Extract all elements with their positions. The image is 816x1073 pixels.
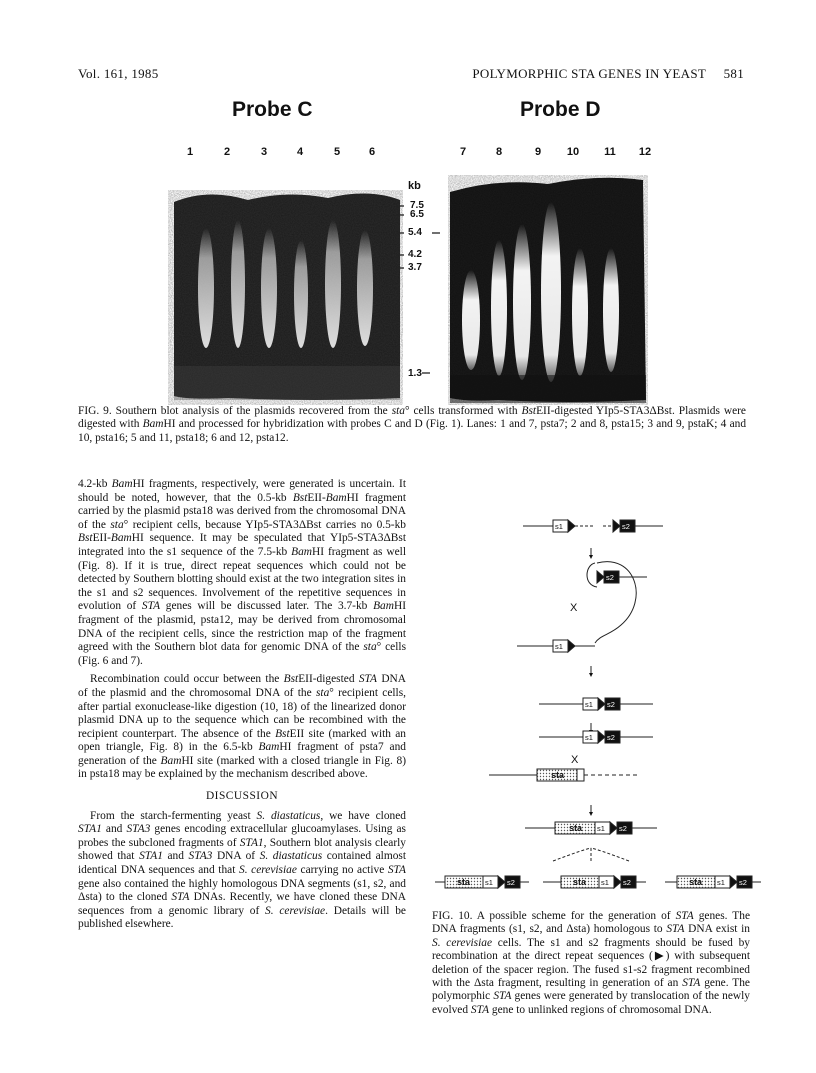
label-s1-row2: s1 — [555, 642, 563, 651]
row2-loop-recombination — [517, 562, 647, 652]
row6-polymorphic-sta-genes — [435, 876, 761, 888]
row3-fused-s1-s2 — [539, 698, 653, 710]
kb-marker-label: 3.7 — [408, 262, 422, 273]
label-s1-copy3: s1 — [717, 878, 725, 887]
paragraph-2: Recombination could occur between the BstEII-digested STA DNA of the plasmid and the chromosomal DNA of the sta° recipient cells, after partial exonuclease-like digestion (10, 18) of the linearized donor plasmid DNA up to the sequence which can be recombined with the recipient counterpart. The absence of the BstEII site (marked with an open triangle, Fig. 8) in the 6.5-kb BamHI fragment of psta7 and generation of the BamHI site (marked with a closed triangle in Fig. 8) in psta18 may be explained by the mechanism described above. — [78, 673, 406, 781]
label-sta-row4: sta — [551, 770, 565, 780]
kb-unit: kb — [408, 180, 421, 192]
kb-marker-label: 6.5 — [410, 209, 424, 220]
label-s2-copy2: s2 — [623, 878, 631, 887]
running-header-title: POLYMORPHIC STA GENES IN YEAST 581 — [472, 66, 744, 81]
row1-separate-fragments — [523, 520, 663, 532]
label-s2-copy1: s2 — [507, 878, 515, 887]
lane-number: 1 — [186, 146, 194, 158]
row5-sta-gene — [525, 822, 657, 834]
translocation-arrows — [553, 848, 629, 863]
probe-c-label: Probe C — [232, 98, 313, 121]
label-s1-row1: s1 — [555, 522, 563, 531]
figure9-caption: FIG. 9. Southern blot analysis of the plasmids recovered from the sta° cells transformed with BstEII-digested YIp5-STA3ΔBst. Plasmids were digested with BamHI and processed for hybridization with probes C and D (Fig. 1). Lanes: 1 and 7, psta7; 2 and 8, psta15; 3 and 9, pstaK; 4 and 10, psta16; 5 and 11, psta18; 6 and 12, psta12. — [78, 405, 747, 444]
label-s1-row5: s1 — [597, 824, 605, 833]
label-s2-row1: s2 — [622, 522, 630, 531]
blot-probe-c — [168, 190, 403, 405]
southern-blot-image — [168, 170, 808, 405]
label-s2-row2: s2 — [606, 573, 614, 582]
label-s1-row4: s1 — [585, 733, 593, 742]
lane-number: 3 — [260, 146, 268, 158]
kb-marker-label: 5.4 — [408, 227, 422, 238]
lane-number: 5 — [333, 146, 341, 158]
lane-number: 9 — [534, 146, 542, 158]
lane-number: 2 — [223, 146, 231, 158]
label-s2-copy3: s2 — [739, 878, 747, 887]
figure10-caption: FIG. 10. A possible scheme for the generation of STA genes. The DNA fragments (s1, s2, and Δsta) homologous to STA DNA exist in S. cerevisiae cells. The s1 and s2 fragments should be fused by recombination at the direct repeat sequences (▶) with subsequent deletion of the spacer region. The fused s1-s2 fragment recombined with the Δsta fragment, resulting in generation of an STA gene. The polymorphic STA genes were generated by translocation of the newly evolved STA gene to unlinked regions of chromosomal DNA. — [432, 910, 751, 1016]
label-s2-row3: s2 — [607, 700, 615, 709]
label-sta-copy2: sta — [573, 877, 587, 887]
cross-row4: X — [571, 754, 579, 766]
lane-number: 11 — [604, 146, 616, 158]
paragraph-1: 4.2-kb BamHI fragments, respectively, were generated is uncertain. It should be noted, however, that the 0.5-kb BstEII-BamHI fragment carried by the plasmid psta18 was derived from the chromosomal DNA of the sta° recipient cells, because YIp5-STA3ΔBst carries no 0.5-kb BstEII-BamHI sequence. It may be speculated that YIp5-STA3ΔBst integrated into the s1 sequence of the 7.5-kb BamHI fragment as well (Fig. 8). If it is true, direct repeat sequences which could not be detected by Southern blotting should exist at the two integration sites in the s1 and s2 sequences. Involvement of the repetitive sequences in evolution of STA genes will be discussed later. The 3.7-kb BamHI fragment of the plasmid, psta12, may be derived from chromosomal DNA of the recipient cells, since the restriction map of the fragment agreed with the Southern blot data for genomic DNA of the sta° cells (Fig. 6 and 7). — [78, 478, 407, 667]
kb-marker-label: 7.5 — [410, 200, 424, 211]
label-s2-row5: s2 — [619, 824, 627, 833]
kb-marker-label: 4.2 — [408, 249, 422, 260]
label-sta-row5: sta — [569, 823, 583, 833]
figure10-diagram — [425, 505, 765, 900]
label-s1-row3: s1 — [585, 700, 593, 709]
running-header-volume: Vol. 161, 1985 — [78, 66, 159, 81]
lane-number: 6 — [368, 146, 376, 158]
lane-number: 10 — [566, 146, 580, 158]
paragraph-3: From the starch-fermenting yeast S. diastaticus, we have cloned STA1 and STA3 genes encoding extracellular glucoamylases. Using as probes the subcloned fragments of STA1, Southern blot analysis clearly showed that STA1 and STA3 DNA of S. diastaticus contained almost identical DNA sequences and that S. cerevisiae carrying no active STA gene also contained the highly homologous DNA segments (s1, s2, and Δsta) to the cloned STA DNAs. Recently, we have cloned these DNA sequences from a genomic library of S. cerevisiae. Details will be published elsewhere. — [78, 809, 407, 931]
blot-probe-d — [448, 175, 648, 405]
probe-d-label: Probe D — [520, 98, 601, 121]
label-s2-row4: s2 — [607, 733, 615, 742]
label-s1-copy1: s1 — [485, 878, 493, 887]
label-s1-copy2: s1 — [601, 878, 609, 887]
label-sta-copy1: sta — [457, 877, 471, 887]
kb-marker-label: 1.3 — [408, 368, 422, 379]
label-sta-copy3: sta — [689, 877, 703, 887]
lane-number: 8 — [495, 146, 503, 158]
lane-number: 7 — [459, 146, 467, 158]
body-left-column — [78, 478, 406, 937]
cross-row2: X — [570, 602, 578, 614]
discussion-heading: DISCUSSION — [205, 790, 279, 803]
lane-number: 4 — [296, 146, 304, 158]
lane-number: 12 — [638, 146, 652, 158]
